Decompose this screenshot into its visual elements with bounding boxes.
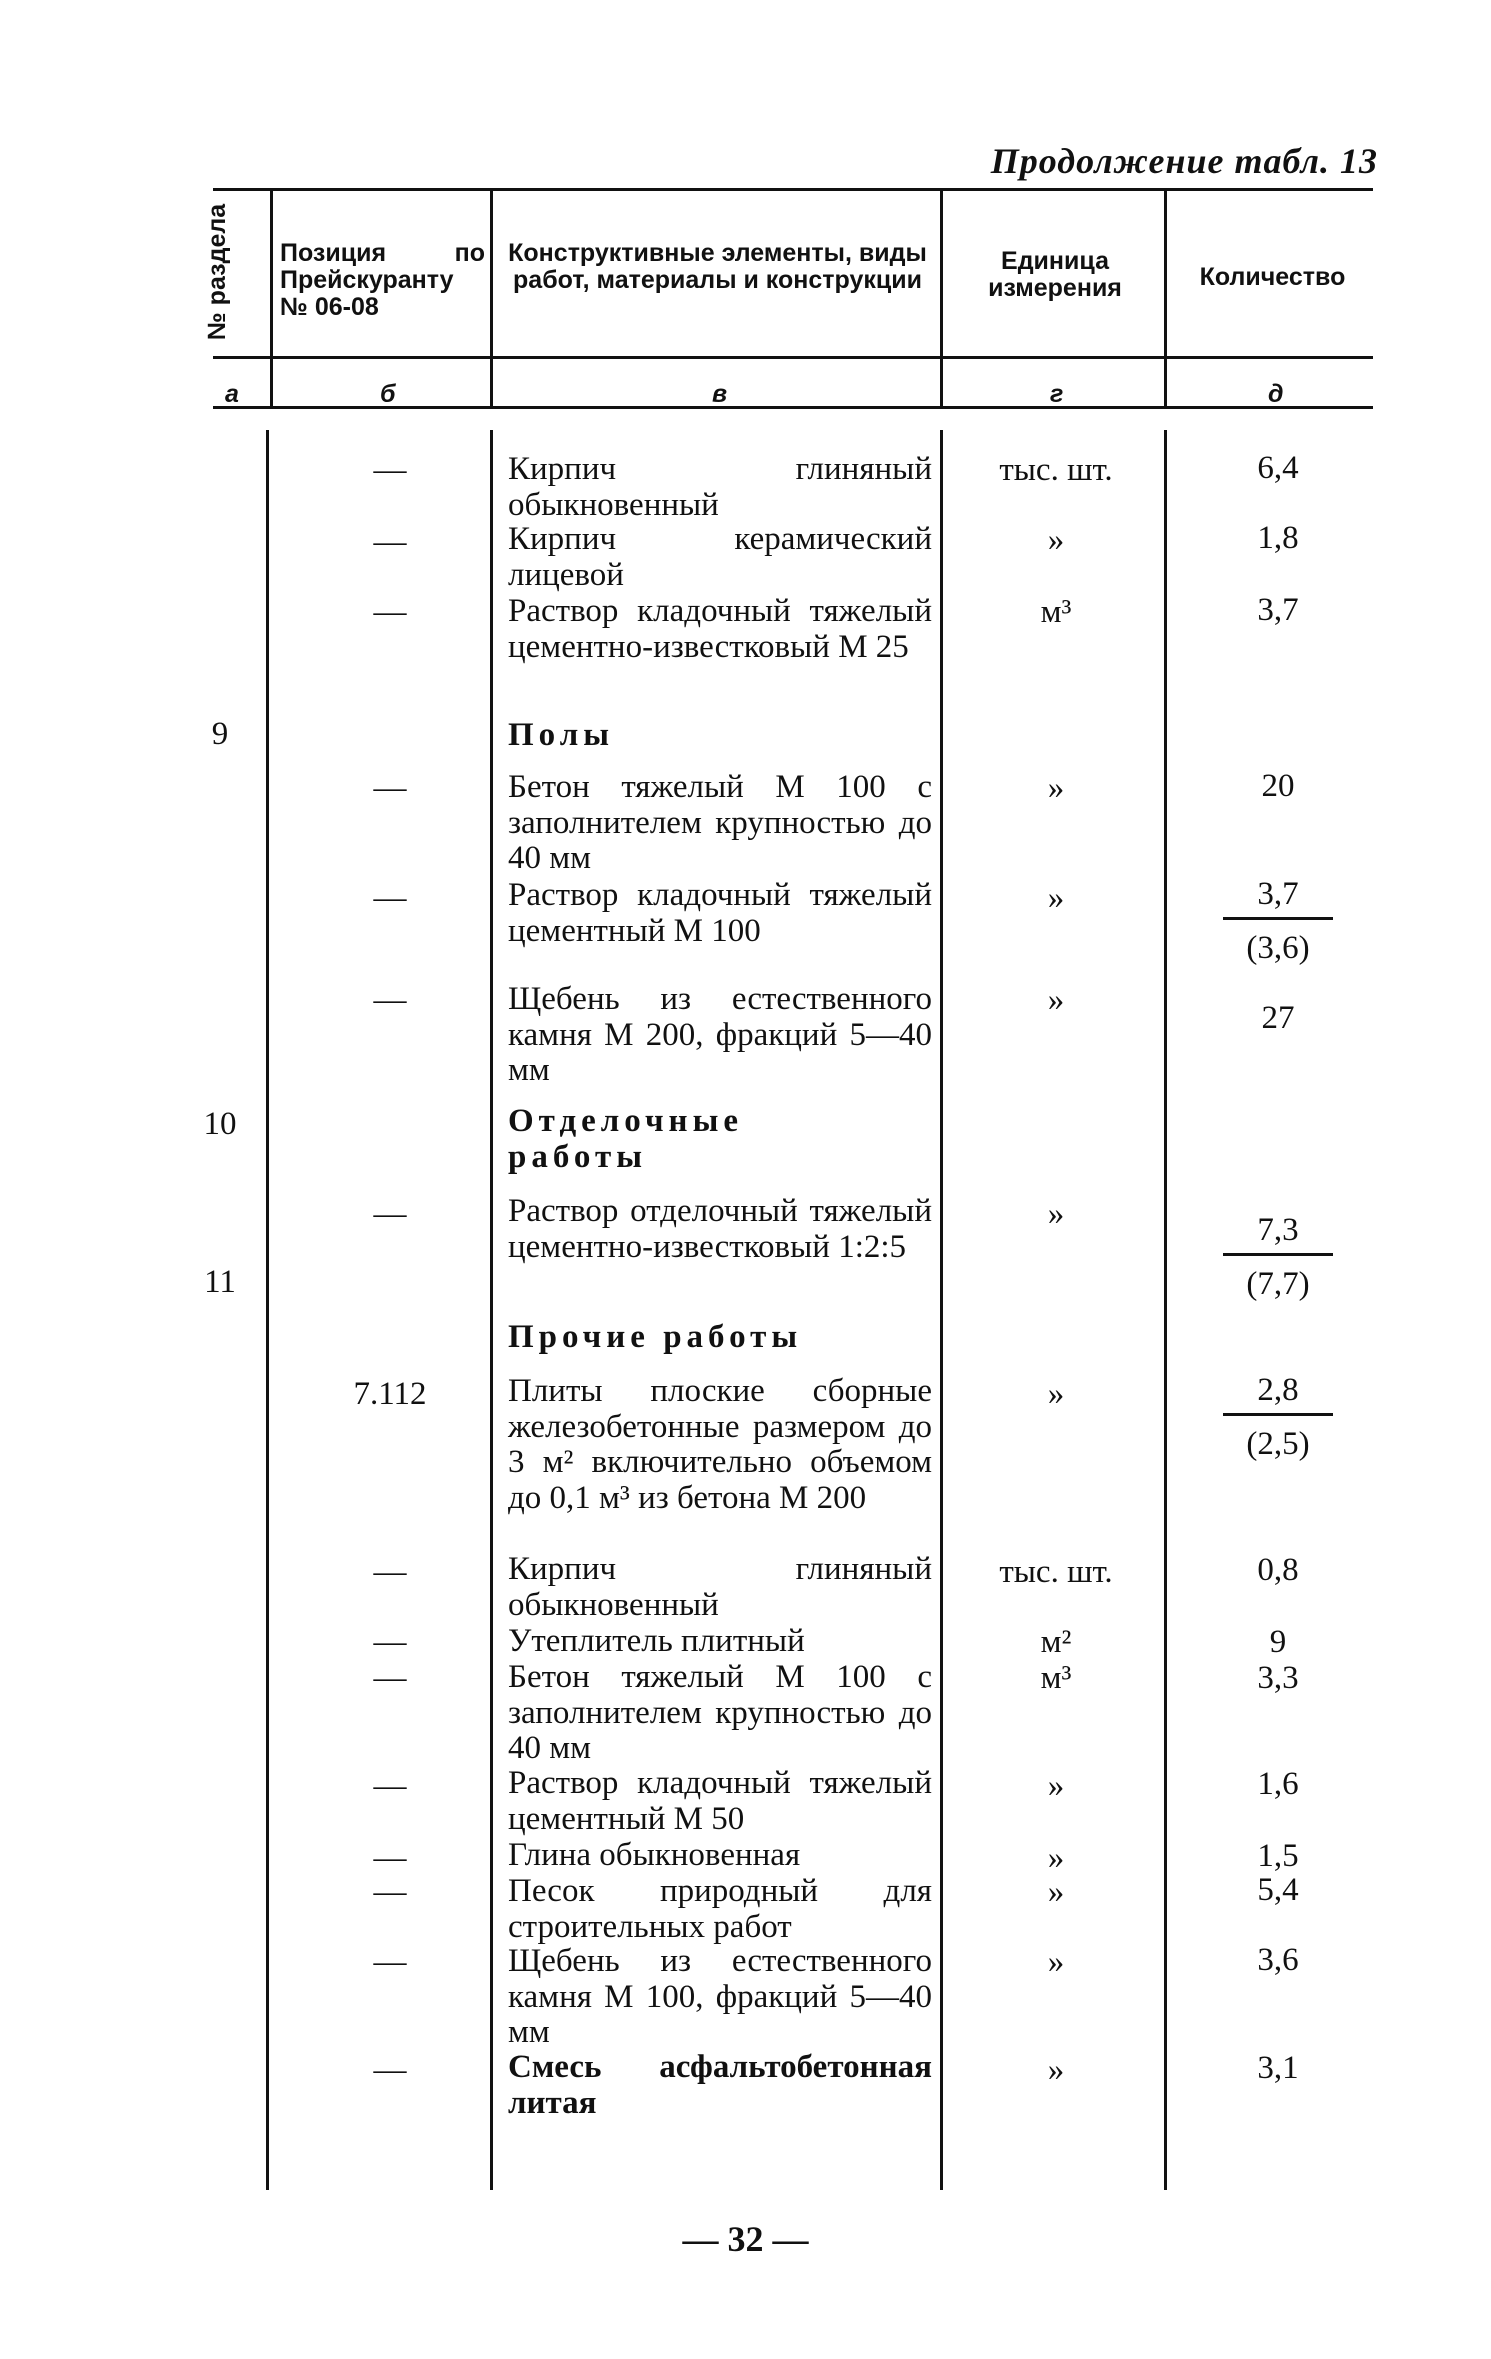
position-cell: — xyxy=(373,2052,407,2088)
unit-cell: м³ xyxy=(1040,1660,1072,1696)
position-cell: — xyxy=(373,594,407,630)
column-letter-v: в xyxy=(712,380,728,408)
position-cell: — xyxy=(373,1840,407,1876)
quantity-cell: 3,7 xyxy=(1257,592,1299,628)
position-cell: — xyxy=(373,1660,407,1696)
header-section-no: № раздела xyxy=(203,203,231,341)
unit-cell: » xyxy=(1047,1840,1065,1876)
quantity-cell: 27 xyxy=(1261,1000,1295,1036)
description-cell: Щебень из естественного камня М 200, фракций 5—40 мм xyxy=(508,981,932,1088)
quantity-cell: 1,5 xyxy=(1257,1838,1299,1874)
quantity-value: 7,3 xyxy=(1223,1212,1333,1256)
quantity-alt-value: (3,6) xyxy=(1246,930,1310,966)
position-cell: — xyxy=(373,1874,407,1910)
description-cell: Кирпич глиняный обыкновенный xyxy=(508,451,932,523)
quantity-alt-value: (2,5) xyxy=(1246,1426,1310,1462)
position-cell: — xyxy=(373,1768,407,1804)
position-cell: — xyxy=(373,770,407,806)
header-bottom-rule xyxy=(213,356,1373,359)
header-unit: Единица измерения xyxy=(988,247,1122,302)
unit-cell: » xyxy=(1047,1944,1065,1980)
quantity-value: 2,8 xyxy=(1223,1372,1333,1416)
section-number: 11 xyxy=(204,1264,236,1300)
section-number: 10 xyxy=(203,1106,237,1142)
column-divider-3 xyxy=(940,190,943,406)
quantity-fraction xyxy=(1178,876,1378,967)
column-divider-2 xyxy=(490,190,493,406)
position-cell: — xyxy=(373,1196,407,1232)
description-cell: Раствор отделочный тяжелый цементно-известковый 1:2:5 xyxy=(508,1193,932,1265)
position-cell: — xyxy=(373,524,407,560)
quantity-cell: 1,6 xyxy=(1257,1766,1299,1802)
position-cell: — xyxy=(373,1554,407,1590)
unit-cell: » xyxy=(1047,770,1065,806)
header-quantity: Количество xyxy=(1199,263,1346,291)
column-divider-4 xyxy=(1164,190,1167,406)
quantity-cell: 1,8 xyxy=(1257,520,1299,556)
column-divider-1-body xyxy=(266,430,269,2190)
header-position: Позиция по Прейскуранту № 06-08 xyxy=(280,239,485,321)
description-cell: Плиты плоские сборные железобетонные размером до 3 м² включительно объемом до 0,1 м³ из бетона М 200 xyxy=(508,1373,932,1516)
column-divider-2-body xyxy=(490,430,493,2190)
unit-cell: » xyxy=(1047,1196,1065,1232)
description-cell: Раствор кладочный тяжелый цементно-известковый М 25 xyxy=(508,593,932,665)
section-heading: Прочие работы xyxy=(508,1319,803,1355)
quantity-cell: 5,4 xyxy=(1257,1872,1299,1908)
quantity-cell: 20 xyxy=(1261,768,1295,804)
position-cell: — xyxy=(373,1624,407,1660)
quantity-cell: 3,6 xyxy=(1257,1942,1299,1978)
description-cell: Кирпич керамический лицевой xyxy=(508,521,932,593)
quantity-cell: 9 xyxy=(1269,1624,1287,1660)
position-cell: — xyxy=(373,880,407,916)
table-caption: Продолжение табл. 13 xyxy=(990,141,1378,181)
column-letter-b: б xyxy=(380,380,396,408)
section-heading: Отделочные работы xyxy=(508,1103,743,1175)
unit-cell: » xyxy=(1047,1874,1065,1910)
unit-cell: тыс. шт. xyxy=(999,452,1113,488)
description-cell: Песок природный для строительных работ xyxy=(508,1873,932,1945)
position-cell: — xyxy=(373,982,407,1018)
header-elements: Конструктивные элементы, виды работ, материалы и конструкции xyxy=(508,239,927,294)
column-divider-1 xyxy=(270,190,273,406)
unit-cell: тыс. шт. xyxy=(999,1554,1113,1590)
position-cell: — xyxy=(373,452,407,488)
unit-cell: » xyxy=(1047,880,1065,916)
unit-cell: » xyxy=(1047,2052,1065,2088)
column-divider-3-body xyxy=(940,430,943,2190)
quantity-cell: 3,3 xyxy=(1257,1660,1299,1696)
unit-cell: м² xyxy=(1040,1624,1072,1660)
description-cell: Щебень из естественного камня М 100, фракций 5—40 мм xyxy=(508,1943,932,2050)
table-top-rule xyxy=(213,188,1373,191)
unit-cell: » xyxy=(1047,982,1065,1018)
unit-cell: » xyxy=(1047,1376,1065,1412)
quantity-value: 3,7 xyxy=(1223,876,1333,920)
column-letter-a: а xyxy=(225,380,239,408)
description-cell: Смесь асфальтобетонная литая xyxy=(508,2049,932,2121)
description-cell: Бетон тяжелый М 100 с заполнителем крупностью до 40 мм xyxy=(508,1659,932,1766)
section-heading: Полы xyxy=(508,717,615,753)
quantity-fraction xyxy=(1178,1372,1378,1463)
page-number: — 32 — xyxy=(682,2219,809,2259)
unit-cell: м³ xyxy=(1040,594,1072,630)
description-cell: Раствор кладочный тяжелый цементный М 100 xyxy=(508,877,932,949)
description-cell: Раствор кладочный тяжелый цементный М 50 xyxy=(508,1765,932,1837)
quantity-cell: 6,4 xyxy=(1257,450,1299,486)
position-cell: — xyxy=(373,1944,407,1980)
description-cell: Бетон тяжелый М 100 с заполнителем крупностью до 40 мм xyxy=(508,769,932,876)
column-divider-4-body xyxy=(1164,430,1167,2190)
column-letter-g: г xyxy=(1050,380,1064,408)
description-cell: Кирпич глиняный обыкновенный xyxy=(508,1551,932,1623)
quantity-cell: 0,8 xyxy=(1257,1552,1299,1588)
unit-cell: » xyxy=(1047,1768,1065,1804)
quantity-cell: 3,1 xyxy=(1257,2050,1299,2086)
description-cell: Глина обыкновенная xyxy=(508,1837,801,1873)
unit-cell: » xyxy=(1047,522,1065,558)
description-cell: Утеплитель плитный xyxy=(508,1623,805,1659)
quantity-alt-value: (7,7) xyxy=(1246,1266,1310,1302)
position-cell: 7.112 xyxy=(353,1376,427,1412)
column-letter-d: д xyxy=(1268,380,1284,408)
quantity-fraction xyxy=(1178,1212,1378,1303)
section-number: 9 xyxy=(211,716,229,752)
